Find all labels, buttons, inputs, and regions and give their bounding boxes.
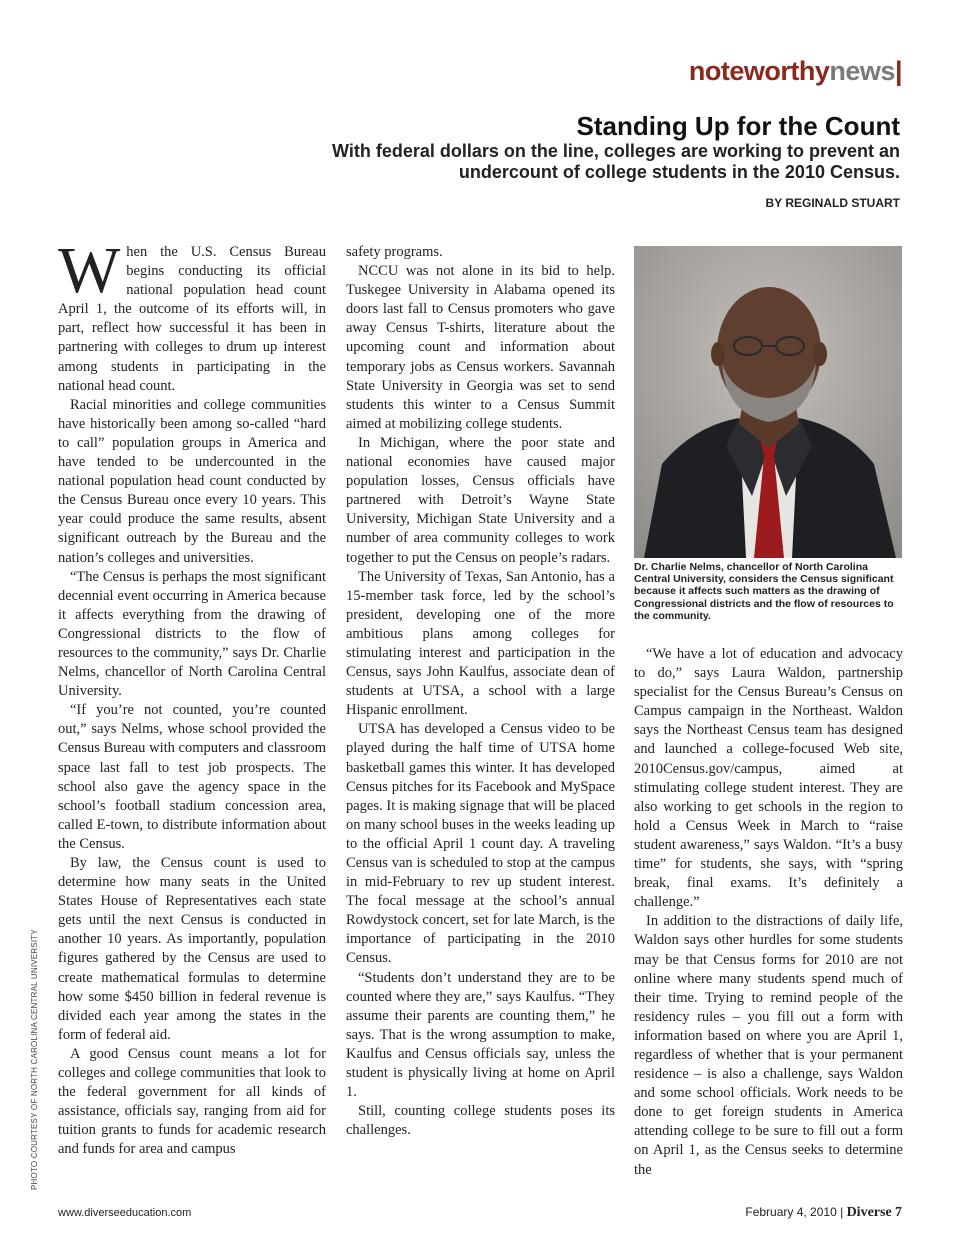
article-paragraph: “Students don’t understand they are to be counted where they are,” says Kaulfus. “They assume their parents are counting them,” he says. That is the wrong assumption to make, Kaulfus and Census officials say, unless the student is physically living at home on April 1. [346,969,615,1101]
article-paragraph: In Michigan, where the poor state and national economies have caused major population losses, Census officials have partnered with Detroit’s Wayne State University, Michigan State University and a number of area community colleges to work together to put the Census on people’s radars. [346,434,615,566]
article-paragraph: “The Census is perhaps the most significant decennial event occurring in America because it affects everything from the drawing of Congressional districts to the flow of resources to the community,” says Dr. Charlie Nelms, chancellor of North Carolina Central University. [58,568,326,700]
footer-date: February 4, 2010 [745,1205,837,1219]
article-column-1 [58,234,326,1160]
portrait-photo [634,246,902,558]
footer-separator: | [840,1205,844,1219]
article-paragraph: When the U.S. Census Bureau begins conducting its official national population head count April 1, the outcome of its efforts will, in part, reflect how successful it has been in partnering with colleges to drum up interest among students in participating in the national head count. [58,234,326,394]
footer-magazine: Diverse [846,1205,892,1220]
article-paragraph: Racial minorities and college communities have historically been among so-called “hard to call” population groups in America and have tended to be undercounted in the national population head count conducted by the Census Bureau once every 10 years. This year could produce the same results, absent significant outreach by the Bureau and the nation’s colleges and universities. [58,396,326,566]
section-tag-noteworthy: noteworthy [688,56,830,86]
article-paragraph: By law, the Census count is used to determine how many seats in the United States House of Representatives each state gets until the next Census is conducted in another 10 years. As importantly, population figures gathered by the Census are used to create mathematical formulas to determine how some $450 billion in federal revenue is divided each year among the states in the form of federal aid. [58,855,326,1043]
article-paragraph: In addition to the distractions of daily life, Waldon says other hurdles for some students may be that Census forms for 2010 are not online where many students spend much of their time. Trying to remind people of the residency rules – you fill out a form with information based on where you are April 1, regardless of whether that is your permanent residence – is also a challenge, says Waldon and some school officials. Work needs to be done to get foreign students in America attending college to be sure to fill out a form on April 1, as the Census seeks to determine the [634,913,903,1178]
portrait-illustration [634,246,902,558]
article-paragraph: The University of Texas, San Antonio, has a 15-member task force, led by the school’s president, developing one of the more ambitious plans among colleges for stimulating interest and participation in the Census, says John Kaulfus, associate dean of students at UTSA, a school with a large Hispanic enrollment. [346,568,615,719]
section-tag [689,56,902,87]
section-tag-bar: | [894,56,902,86]
section-tag-news: news [829,56,895,86]
byline: BY REGINALD STUART [765,196,900,210]
article-column-2 [346,243,615,1140]
article-paragraph: NCCU was not alone in its bid to help. Tuskegee University in Alabama opened its doors last fall to Census promoters who gave away Census T-shirts, literature about the upcoming count and information about temporary jobs as Census workers. Savannah State University in Georgia was set to send students this winter to a Census Summit aimed at mobilizing college students. [346,263,615,432]
article-column-3 [634,645,903,1180]
deck: With federal dollars on the line, colleges are working to prevent an undercount of college students in the 2010 Census. [332,141,900,182]
footer-url[interactable]: www.diverseeducation.com [58,1207,192,1219]
article-paragraph: safety programs. [346,244,443,260]
article-paragraph: “If you’re not counted, you’re counted out,” says Nelms, whose school provided the Census Bureau with computers and classroom space last fall to test job prospects. The school also gave the agency space in the school’s football stadium concession area, called E-town, to distribute information about the Census. [58,702,326,852]
article-paragraph: UTSA has developed a Census video to be played during the half time of UTSA home basketball games this winter. It has developed Census pitches for its Facebook and MySpace pages. It is making signage that will be placed on many school buses in the weeks leading up to the official April 1 count day. A traveling Census van is scheduled to stop at the campus in mid-February to rev up student interest. The focal message at the school’s annual Rowdystock concert, set for late March, is the importance of participating in the 2010 Census. [346,721,615,967]
headline: Standing Up for the Count [576,111,900,141]
article-paragraph: “We have a lot of education and advocacy to do,” says Laura Waldon, partnership specialist for the Census Bureau’s Census on Campus campaign in the Northeast. Waldon says the Northeast Census team has designed and launched a college-focused Web site, 2010Census.gov/campus, aimed at stimulating college student interest. They are also working to get schools in the region to hold a Census Week in March to “raise student awareness,” says Waldon. “It’s a busy time” for students, she says, with “spring break, final exams. It’s definitely a challenge.” [634,646,903,911]
photo-caption: Dr. Charlie Nelms, chancellor of North Carolina Central University, considers the Census significant because it affects such matters as the drawing of Congressional districts and the flow of resources to the community. [634,561,894,622]
article-paragraph: A good Census count means a lot for colleges and college communities that look to the federal government for all kinds of assistance, officials say, ranging from aid for tuition grants to funds for academic research and funds for area and campus [58,1045,326,1158]
dropcap: W [58,234,121,307]
footer-page-number: 7 [895,1205,902,1220]
photo-credit: PHOTO COURTESY OF NORTH CAROLINA CENTRAL UNIVERSITY [30,929,39,1190]
footer-info [745,1205,902,1221]
article-paragraph: Still, counting college students poses its challenges. [346,1103,615,1139]
